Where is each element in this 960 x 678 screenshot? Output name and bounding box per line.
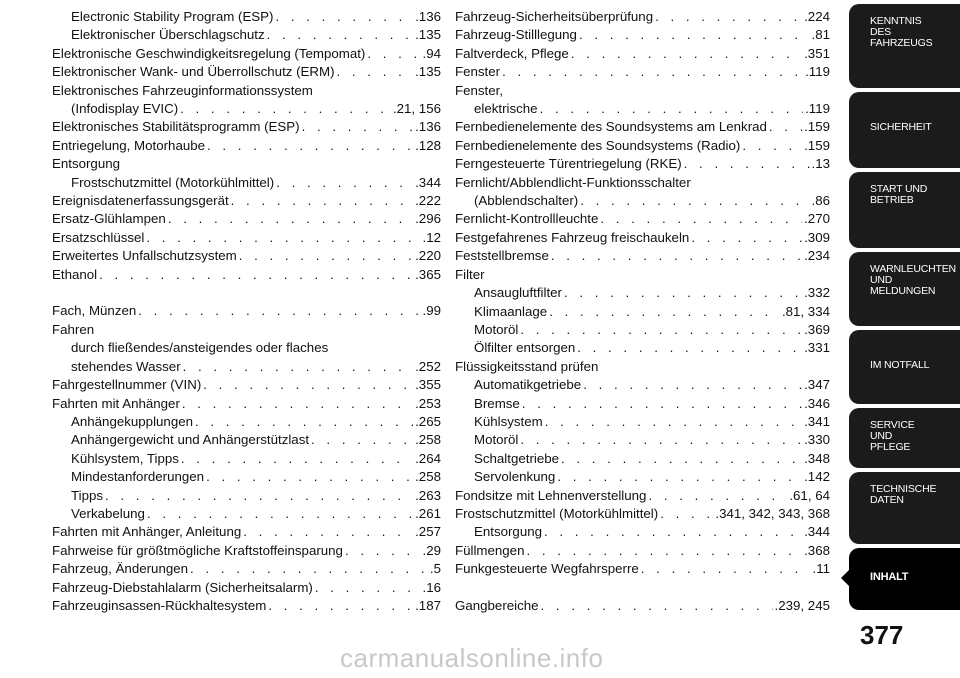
index-entry-page: .224 bbox=[804, 9, 830, 24]
index-entry[interactable] bbox=[455, 542, 830, 560]
index-entry-page: .355 bbox=[415, 377, 441, 393]
index-entry-text: Anhängergewicht und Anhängerstützlast bbox=[71, 432, 310, 448]
index-entry-text: Entriegelung, Motorhaube bbox=[52, 137, 206, 153]
index-entry-text: Fahrweise für größtmögliche Kraftstoffeinsparung bbox=[52, 542, 343, 558]
index-entry-page: .239, 245 bbox=[774, 597, 830, 613]
index-entry[interactable] bbox=[455, 523, 830, 541]
index-entry-text: Elektronischer Überschlagschutz bbox=[71, 27, 265, 43]
index-entry-page: .263 bbox=[415, 487, 441, 503]
index-entry[interactable] bbox=[455, 63, 830, 81]
index-entry-text: Fernlicht/Abblendlicht-Funktionsschalter bbox=[455, 174, 691, 190]
index-entry-page: .222 bbox=[415, 193, 441, 209]
index-entry-text: Funkgesteuerte Wegfahrsperre bbox=[455, 561, 639, 577]
index-entry-page: .81, 334 bbox=[781, 303, 830, 319]
index-entry[interactable] bbox=[52, 523, 441, 541]
index-entry-text: Fahren bbox=[52, 321, 95, 337]
dot-leader bbox=[660, 505, 713, 523]
index-entry[interactable] bbox=[52, 137, 441, 155]
dot-leader bbox=[520, 431, 802, 449]
index-entry-text: Tipps bbox=[71, 487, 104, 503]
index-entry-page: .365 bbox=[415, 266, 441, 282]
index-entry-text: (Infodisplay EVIC) bbox=[71, 101, 179, 117]
index-entry-text: Fahrzeug-Sicherheitsüberprüfung bbox=[455, 9, 654, 24]
index-entry[interactable] bbox=[52, 210, 441, 228]
index-entry-page: .94 bbox=[422, 45, 441, 61]
dot-leader bbox=[239, 247, 413, 265]
index-entry-text: Fernbedienelemente des Soundsystems (Radio) bbox=[455, 137, 741, 153]
chapter-tab-label: TECHNISCHE bbox=[870, 483, 937, 495]
index-entry-page: .234 bbox=[804, 248, 830, 264]
entry-gap bbox=[52, 284, 441, 302]
chapter-tab-label: PFLEGE bbox=[870, 441, 911, 453]
dot-leader bbox=[641, 560, 811, 578]
index-entry-text: Anhängekupplungen bbox=[71, 413, 194, 429]
index-entry-text: Elektronisches Stabilitätsprogramm (ESP) bbox=[52, 119, 300, 135]
index-entry-text: Schaltgetriebe bbox=[474, 450, 560, 466]
index-entry[interactable] bbox=[52, 413, 441, 431]
index-entry-text: (Abblendschalter) bbox=[474, 193, 579, 209]
index-entry[interactable] bbox=[52, 431, 441, 449]
index-entry-page: .331 bbox=[804, 340, 830, 356]
dot-leader bbox=[206, 468, 413, 486]
dot-leader bbox=[105, 487, 413, 505]
chapter-tab[interactable] bbox=[849, 472, 960, 544]
dot-leader bbox=[769, 118, 802, 136]
index-entry-page: .61, 64 bbox=[789, 487, 830, 503]
dot-leader bbox=[540, 100, 804, 118]
index-entry-text: Elektronisches Fahrzeuginformationssystem bbox=[52, 82, 313, 98]
index-entry[interactable] bbox=[455, 413, 830, 431]
index-entry-page: .261 bbox=[415, 505, 441, 521]
dot-leader bbox=[367, 45, 420, 63]
index-entry-page: .348 bbox=[804, 450, 830, 466]
index-entry[interactable] bbox=[52, 542, 441, 560]
entry-gap bbox=[455, 579, 830, 597]
chapter-tab[interactable] bbox=[849, 548, 960, 610]
dot-leader bbox=[231, 192, 413, 210]
index-entry-text: Gangbereiche bbox=[455, 597, 539, 613]
index-entry-text: Servolenkung bbox=[474, 469, 556, 485]
index-entry[interactable] bbox=[52, 63, 441, 81]
index-entry-text: Motoröl bbox=[474, 321, 519, 337]
index-entry-page: .265 bbox=[415, 413, 441, 429]
index-entry[interactable] bbox=[455, 118, 830, 136]
dot-leader bbox=[138, 302, 420, 320]
index-entry-text: Fahrgestellnummer (VIN) bbox=[52, 377, 202, 393]
index-entry-page: .344 bbox=[415, 174, 441, 190]
index-entry-page: .341 bbox=[804, 413, 830, 429]
index-entry[interactable] bbox=[52, 597, 441, 615]
index-entry-text: Ferngesteuerte Türentriegelung (RKE) bbox=[455, 156, 682, 172]
dot-leader bbox=[147, 505, 413, 523]
index-entry[interactable] bbox=[455, 284, 830, 302]
index-entry-page: .309 bbox=[804, 229, 830, 245]
chapter-tab-label: DES bbox=[870, 26, 891, 38]
dot-leader bbox=[564, 284, 802, 302]
dot-leader bbox=[557, 468, 802, 486]
chapter-tab-label: INHALT bbox=[870, 571, 909, 583]
chapter-sidebar bbox=[849, 0, 960, 678]
dot-leader bbox=[243, 523, 413, 541]
index-entry-text: stehendes Wasser bbox=[71, 358, 181, 374]
index-entry[interactable] bbox=[52, 560, 441, 578]
index-entry-page: .119 bbox=[805, 64, 830, 80]
dot-leader bbox=[203, 376, 413, 394]
index-entry[interactable] bbox=[52, 229, 441, 247]
page-number: 377 bbox=[860, 620, 904, 650]
index-entry-text: Ersatzschlüssel bbox=[52, 229, 145, 245]
index-entry-page: .368 bbox=[804, 542, 830, 558]
index-entry[interactable] bbox=[52, 26, 441, 44]
index-entry-page: .159 bbox=[804, 119, 830, 135]
index-entry-page: .12 bbox=[422, 229, 441, 245]
dot-leader bbox=[190, 560, 428, 578]
index-entry-page: .86 bbox=[811, 193, 830, 209]
dot-leader bbox=[345, 542, 421, 560]
index-entry[interactable] bbox=[455, 395, 830, 413]
dot-leader bbox=[691, 229, 802, 247]
index-entry-text: Fernbedienelemente des Soundsystems am Lenkrad bbox=[455, 119, 767, 135]
dot-leader bbox=[337, 63, 414, 81]
chapter-tab[interactable] bbox=[849, 172, 960, 248]
chapter-tab-label: DATEN bbox=[870, 494, 904, 506]
index-entry-page: .344 bbox=[804, 524, 830, 540]
dot-leader bbox=[579, 26, 810, 44]
index-entry-page: .29 bbox=[422, 542, 441, 558]
index-entry-text: elektrische bbox=[474, 101, 538, 117]
index-entry-page: .21, 156 bbox=[392, 101, 441, 117]
dot-leader bbox=[545, 413, 802, 431]
chapter-tab-label: UND bbox=[870, 274, 893, 286]
index-entry[interactable] bbox=[455, 431, 830, 449]
index-entry-page: .128 bbox=[415, 137, 441, 153]
index-entry[interactable] bbox=[455, 100, 830, 118]
index-entry-text: Feststellbremse bbox=[455, 248, 549, 264]
index-entry-text: Automatikgetriebe bbox=[474, 377, 582, 393]
dot-leader bbox=[315, 579, 421, 597]
chapter-tab-label: UND bbox=[870, 430, 893, 442]
dot-leader bbox=[526, 542, 802, 560]
dot-leader bbox=[684, 155, 810, 173]
dot-leader bbox=[180, 100, 391, 118]
chapter-tab-label: KENNTNIS bbox=[870, 15, 922, 27]
index-entry-text: Electronic Stability Program (ESP) bbox=[71, 9, 274, 24]
index-entry[interactable] bbox=[455, 560, 830, 578]
index-entry-text: Festgefahrenes Fahrzeug freischaukeln bbox=[455, 229, 690, 245]
index-entry[interactable] bbox=[455, 505, 830, 523]
index-entry-page: .99 bbox=[422, 303, 441, 319]
dot-leader bbox=[561, 450, 802, 468]
index-entry[interactable] bbox=[52, 339, 441, 357]
chapter-tab-label: FAHRZEUGS bbox=[870, 37, 933, 49]
index-entry[interactable] bbox=[455, 8, 830, 26]
index-entry[interactable] bbox=[455, 229, 830, 247]
dot-leader bbox=[181, 450, 413, 468]
index-entry[interactable] bbox=[455, 266, 830, 284]
index-entry-text: Fenster bbox=[455, 64, 501, 80]
index-entry[interactable] bbox=[455, 82, 830, 100]
index-entry-page: .252 bbox=[415, 358, 441, 374]
index-entry[interactable] bbox=[455, 321, 830, 339]
chapter-tab-label: MELDUNGEN bbox=[870, 285, 936, 297]
dot-leader bbox=[600, 210, 802, 228]
chapter-tab[interactable] bbox=[849, 330, 960, 404]
index-entry-page: .351 bbox=[804, 45, 830, 61]
index-entry[interactable] bbox=[52, 247, 441, 265]
chapter-tab-label: BETRIEB bbox=[870, 194, 914, 206]
index-entry-text: Faltverdeck, Pflege bbox=[455, 45, 569, 61]
index-entry[interactable] bbox=[455, 339, 830, 357]
index-entry-text: Klimaanlage bbox=[474, 303, 548, 319]
index-entry-page: .135 bbox=[415, 27, 441, 43]
dot-leader bbox=[541, 597, 773, 615]
index-entry-text: Fahrzeug, Änderungen bbox=[52, 561, 189, 577]
index-entry-text: Fahrzeug-Diebstahlalarm (Sicherheitsalarm) bbox=[52, 579, 313, 595]
dot-leader bbox=[311, 431, 413, 449]
index-entry-page: .347 bbox=[804, 377, 830, 393]
index-entry-page: .81 bbox=[811, 27, 830, 43]
index-entry[interactable] bbox=[52, 192, 441, 210]
index-entry-page: .187 bbox=[415, 597, 441, 613]
index-entry-page: .159 bbox=[804, 137, 830, 153]
index-entry-text: Kühlsystem bbox=[474, 413, 543, 429]
dot-leader bbox=[580, 192, 809, 210]
index-entry-text: Fach, Münzen bbox=[52, 303, 137, 319]
index-entry[interactable] bbox=[52, 358, 441, 376]
index-entry[interactable] bbox=[455, 137, 830, 155]
index-entry[interactable] bbox=[52, 100, 441, 118]
index-entry-page: .5 bbox=[429, 561, 441, 577]
index-entry[interactable] bbox=[455, 192, 830, 210]
index-entry-text: Ersatz-Glühlampen bbox=[52, 211, 166, 227]
index-entry-text: Flüssigkeitsstand prüfen bbox=[455, 358, 599, 374]
index-entry-text: Entsorgung bbox=[474, 524, 543, 540]
index-entry[interactable] bbox=[52, 487, 441, 505]
dot-leader bbox=[502, 63, 803, 81]
index-entry[interactable] bbox=[52, 45, 441, 63]
index-entry-page: .346 bbox=[804, 395, 830, 411]
index-entry[interactable] bbox=[455, 358, 830, 376]
index-entry-text: Füllmengen bbox=[455, 542, 525, 558]
dot-leader bbox=[182, 395, 413, 413]
index-entry-page: .330 bbox=[804, 432, 830, 448]
index-entry-page: .220 bbox=[415, 248, 441, 264]
index-entry-text: Fondsitze mit Lehnenverstellung bbox=[455, 487, 647, 503]
index-entry-page: .253 bbox=[415, 395, 441, 411]
index-entry[interactable] bbox=[52, 155, 441, 173]
dot-leader bbox=[577, 339, 802, 357]
index-entry[interactable] bbox=[455, 468, 830, 486]
watermark: carmanualsonline.info bbox=[340, 643, 604, 673]
index-entry[interactable] bbox=[52, 505, 441, 523]
dot-leader bbox=[522, 395, 802, 413]
index-entry-text: Fahrzeug-Stilllegung bbox=[455, 27, 577, 43]
index-entry-page: .119 bbox=[805, 101, 830, 117]
dot-leader bbox=[583, 376, 802, 394]
index-entry-text: Ansaugluftfilter bbox=[474, 285, 562, 301]
dot-leader bbox=[520, 321, 802, 339]
index-entry[interactable] bbox=[52, 321, 441, 339]
index-entry[interactable] bbox=[455, 155, 830, 173]
index-entry-page: .135 bbox=[415, 64, 441, 80]
dot-leader bbox=[571, 45, 802, 63]
index-entry[interactable] bbox=[52, 302, 441, 320]
index-entry[interactable] bbox=[455, 174, 830, 192]
chapter-tab-label: SERVICE bbox=[870, 419, 915, 431]
dot-leader bbox=[99, 266, 413, 284]
dot-leader bbox=[267, 26, 413, 44]
index-entry[interactable] bbox=[455, 26, 830, 44]
index-entry[interactable] bbox=[455, 210, 830, 228]
index-entry-page: .332 bbox=[804, 285, 830, 301]
index-entry[interactable] bbox=[52, 82, 441, 100]
dot-leader bbox=[207, 137, 413, 155]
index-entry[interactable] bbox=[52, 376, 441, 394]
index-entry[interactable] bbox=[455, 376, 830, 394]
index-entry-text: Mindestanforderungen bbox=[71, 469, 205, 485]
index-entry[interactable] bbox=[52, 579, 441, 597]
index-entry-page: .270 bbox=[804, 211, 830, 227]
index-entry[interactable] bbox=[52, 118, 441, 136]
index-entry-page: .142 bbox=[804, 469, 830, 485]
dot-leader bbox=[168, 210, 413, 228]
index-entry-page: .341, 342, 343, 368 bbox=[715, 505, 830, 521]
index-entry-text: Fernlicht-Kontrollleuchte bbox=[455, 211, 599, 227]
index-entry-text: Bremse bbox=[474, 395, 520, 411]
index-entry-page: .264 bbox=[415, 450, 441, 466]
index-entry-text: Fenster, bbox=[455, 82, 504, 98]
index-entry-text: Filter bbox=[455, 266, 485, 282]
index-entry[interactable] bbox=[52, 174, 441, 192]
index-entry-text: Fahrzeuginsassen-Rückhaltesystem bbox=[52, 597, 267, 613]
dot-leader bbox=[268, 597, 413, 615]
dot-leader bbox=[275, 8, 413, 26]
index-entry-text: Fahrten mit Anhänger, Anleitung bbox=[52, 524, 242, 540]
chapter-tab[interactable] bbox=[849, 252, 960, 326]
index-entry-text: Entsorgung bbox=[52, 156, 121, 172]
index-entry-page: .16 bbox=[422, 579, 441, 595]
chapter-tab[interactable] bbox=[849, 408, 960, 468]
index-entry-text: Frostschutzmittel (Motorkühlmittel) bbox=[71, 174, 275, 190]
index-entry[interactable] bbox=[52, 450, 441, 468]
index-entry-text: Ethanol bbox=[52, 266, 98, 282]
index-entry-text: Kühlsystem, Tipps bbox=[71, 450, 179, 466]
index-entry[interactable] bbox=[52, 266, 441, 284]
index-entry-page: .136 bbox=[415, 119, 441, 135]
index-entry-page: .11 bbox=[812, 561, 830, 577]
index-entry-page: .258 bbox=[415, 469, 441, 485]
index-entry-page: .296 bbox=[415, 211, 441, 227]
dot-leader bbox=[195, 413, 413, 431]
index-entry-text: durch fließendes/ansteigendes oder flaches bbox=[71, 340, 329, 356]
chapter-tab-label: IM NOTFALL bbox=[870, 359, 930, 371]
index-column-right bbox=[455, 8, 830, 615]
chapter-tab-label: WARNLEUCHTEN bbox=[870, 263, 956, 275]
index-entry[interactable] bbox=[52, 468, 441, 486]
index-entry-text: Elektronische Geschwindigkeitsregelung (Tempomat) bbox=[52, 45, 366, 61]
index-entry-text: Ölfilter entsorgen bbox=[474, 340, 576, 356]
dot-leader bbox=[551, 247, 802, 265]
index-entry-page: .369 bbox=[804, 321, 830, 337]
dot-leader bbox=[648, 487, 787, 505]
index-entry-text: Frostschutzmittel (Motorkühlmittel) bbox=[455, 505, 659, 521]
index-entry-page: .13 bbox=[811, 156, 830, 172]
chapter-tab-label: SICHERHEIT bbox=[870, 121, 932, 133]
index-entry[interactable] bbox=[455, 303, 830, 321]
chapter-tab[interactable] bbox=[849, 4, 960, 88]
dot-leader bbox=[276, 174, 413, 192]
index-entry[interactable] bbox=[455, 487, 830, 505]
chapter-tab[interactable] bbox=[849, 92, 960, 168]
index-entry[interactable] bbox=[455, 247, 830, 265]
dot-leader bbox=[655, 8, 802, 26]
index-entry[interactable] bbox=[52, 395, 441, 413]
index-entry[interactable] bbox=[455, 45, 830, 63]
dot-leader bbox=[146, 229, 420, 247]
dot-leader bbox=[183, 358, 413, 376]
dot-leader bbox=[302, 118, 414, 136]
index-entry-text: Fahrten mit Anhänger bbox=[52, 395, 180, 411]
index-entry-text: Verkabelung bbox=[71, 505, 145, 521]
index-entry-page: .258 bbox=[415, 432, 441, 448]
index-entry-text: Erweitertes Unfallschutzsystem bbox=[52, 248, 237, 264]
dot-leader bbox=[544, 523, 802, 541]
index-entry-text: Motoröl bbox=[474, 432, 519, 448]
dot-leader bbox=[742, 137, 802, 155]
index-column-left bbox=[52, 8, 441, 615]
index-entry-page: .136 bbox=[415, 9, 441, 24]
index-entry[interactable] bbox=[455, 450, 830, 468]
index-entry-page: .257 bbox=[415, 524, 441, 540]
chapter-tab-label: START UND bbox=[870, 183, 928, 195]
index-entry-text: Ereignisdatenerfassungsgerät bbox=[52, 193, 229, 209]
index-entry-text: Elektronischer Wank- und Überrollschutz (ERM) bbox=[52, 64, 335, 80]
dot-leader bbox=[549, 303, 780, 321]
index-entry[interactable] bbox=[455, 597, 830, 615]
index-entry[interactable] bbox=[52, 8, 441, 26]
